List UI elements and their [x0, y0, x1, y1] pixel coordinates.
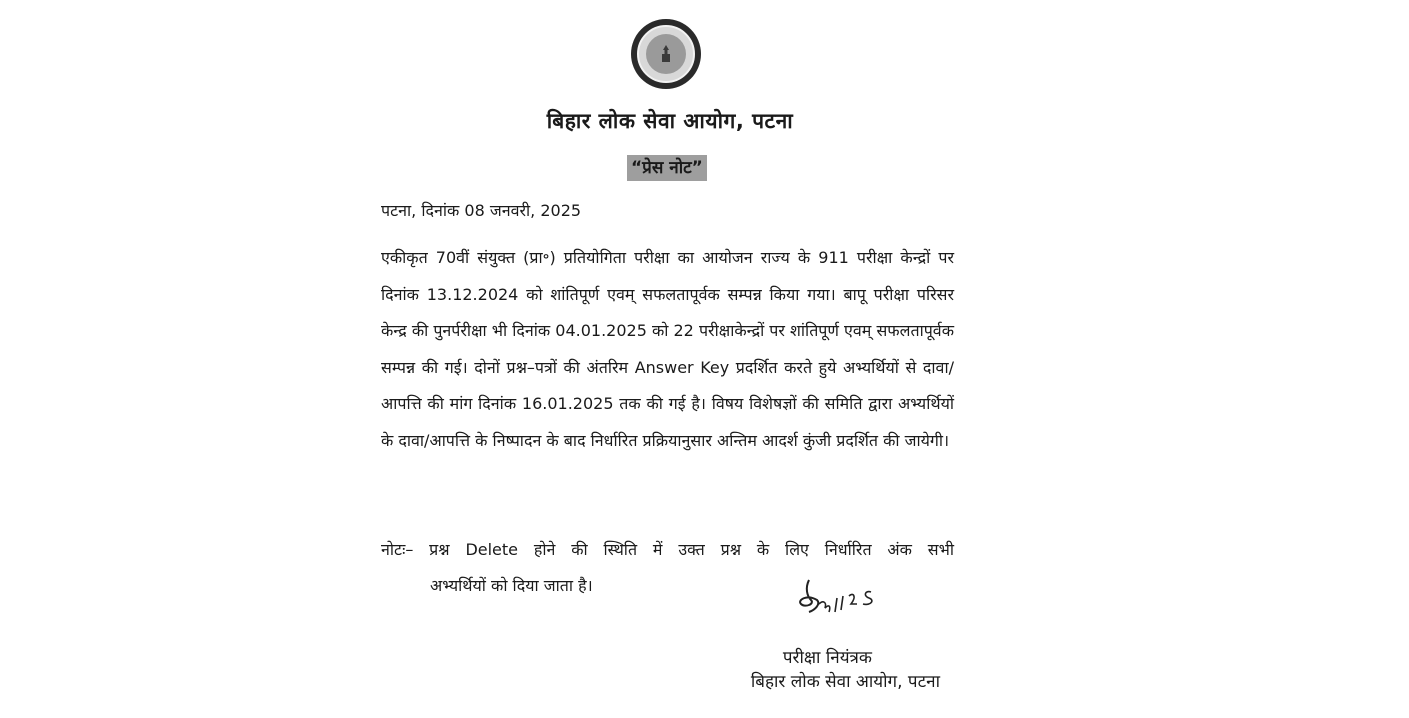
signatory-designation: परीक्षा नियंत्रक [782, 648, 872, 668]
signatory-block [700, 646, 940, 694]
note-line-1: नोटः– प्रश्न Delete होने की स्थिति में उक्त प्रश्न के लिए निर्धारित अंक सभी [381, 540, 954, 559]
note-line-2: अभ्यर्थियों को दिया जाता है। [430, 576, 593, 595]
emblem-inner-ring [637, 25, 695, 83]
organization-heading: बिहार लोक सेवा आयोग, पटना [546, 109, 794, 133]
bpsc-emblem-icon [631, 19, 701, 89]
dateline: पटना, दिनांक 08 जनवरी, 2025 [381, 201, 582, 220]
press-note-label: “प्रेस नोट” [627, 155, 707, 181]
ashoka-lion-icon [654, 42, 678, 66]
handwritten-signature-icon [795, 578, 890, 623]
body-paragraph-container [381, 240, 954, 459]
emblem-core [646, 34, 686, 74]
signatory-organization: बिहार लोक सेवा आयोग, पटना [750, 672, 940, 692]
body-paragraph: एकीकृत 70वीं संयुक्त (प्रा॰) प्रतियोगिता परीक्षा का आयोजन राज्य के 911 परीक्षा केन्द्रों पर दिनांक 13.12.2024 को शांतिपूर्ण एवम् सफलतापूर्वक सम्पन्न किया गया। बापू परीक्षा परिसर केन्द्र की पुनर्परीक्षा भी दिनांक 04.01.2025 को 22 परीक्षाकेन्द्रों पर शांतिपूर्ण एवम् सफलतापूर्वक सम्पन्न की गई। दोनों प्रश्न–पत्रों की अंतरिम Answer Key प्रदर्शित करते हुये अभ्यर्थियों से दावा/ आपत्ति की मांग दिनांक 16.01.2025 तक की गई है। विषय विशेषज्ञों की समिति द्वारा अभ्यर्थियों के दावा/आपत्ति के निष्पादन के बाद निर्धारित प्रक्रियानुसार अन्तिम आदर्श कुंजी प्रदर्शित की जायेगी। [381, 248, 954, 450]
